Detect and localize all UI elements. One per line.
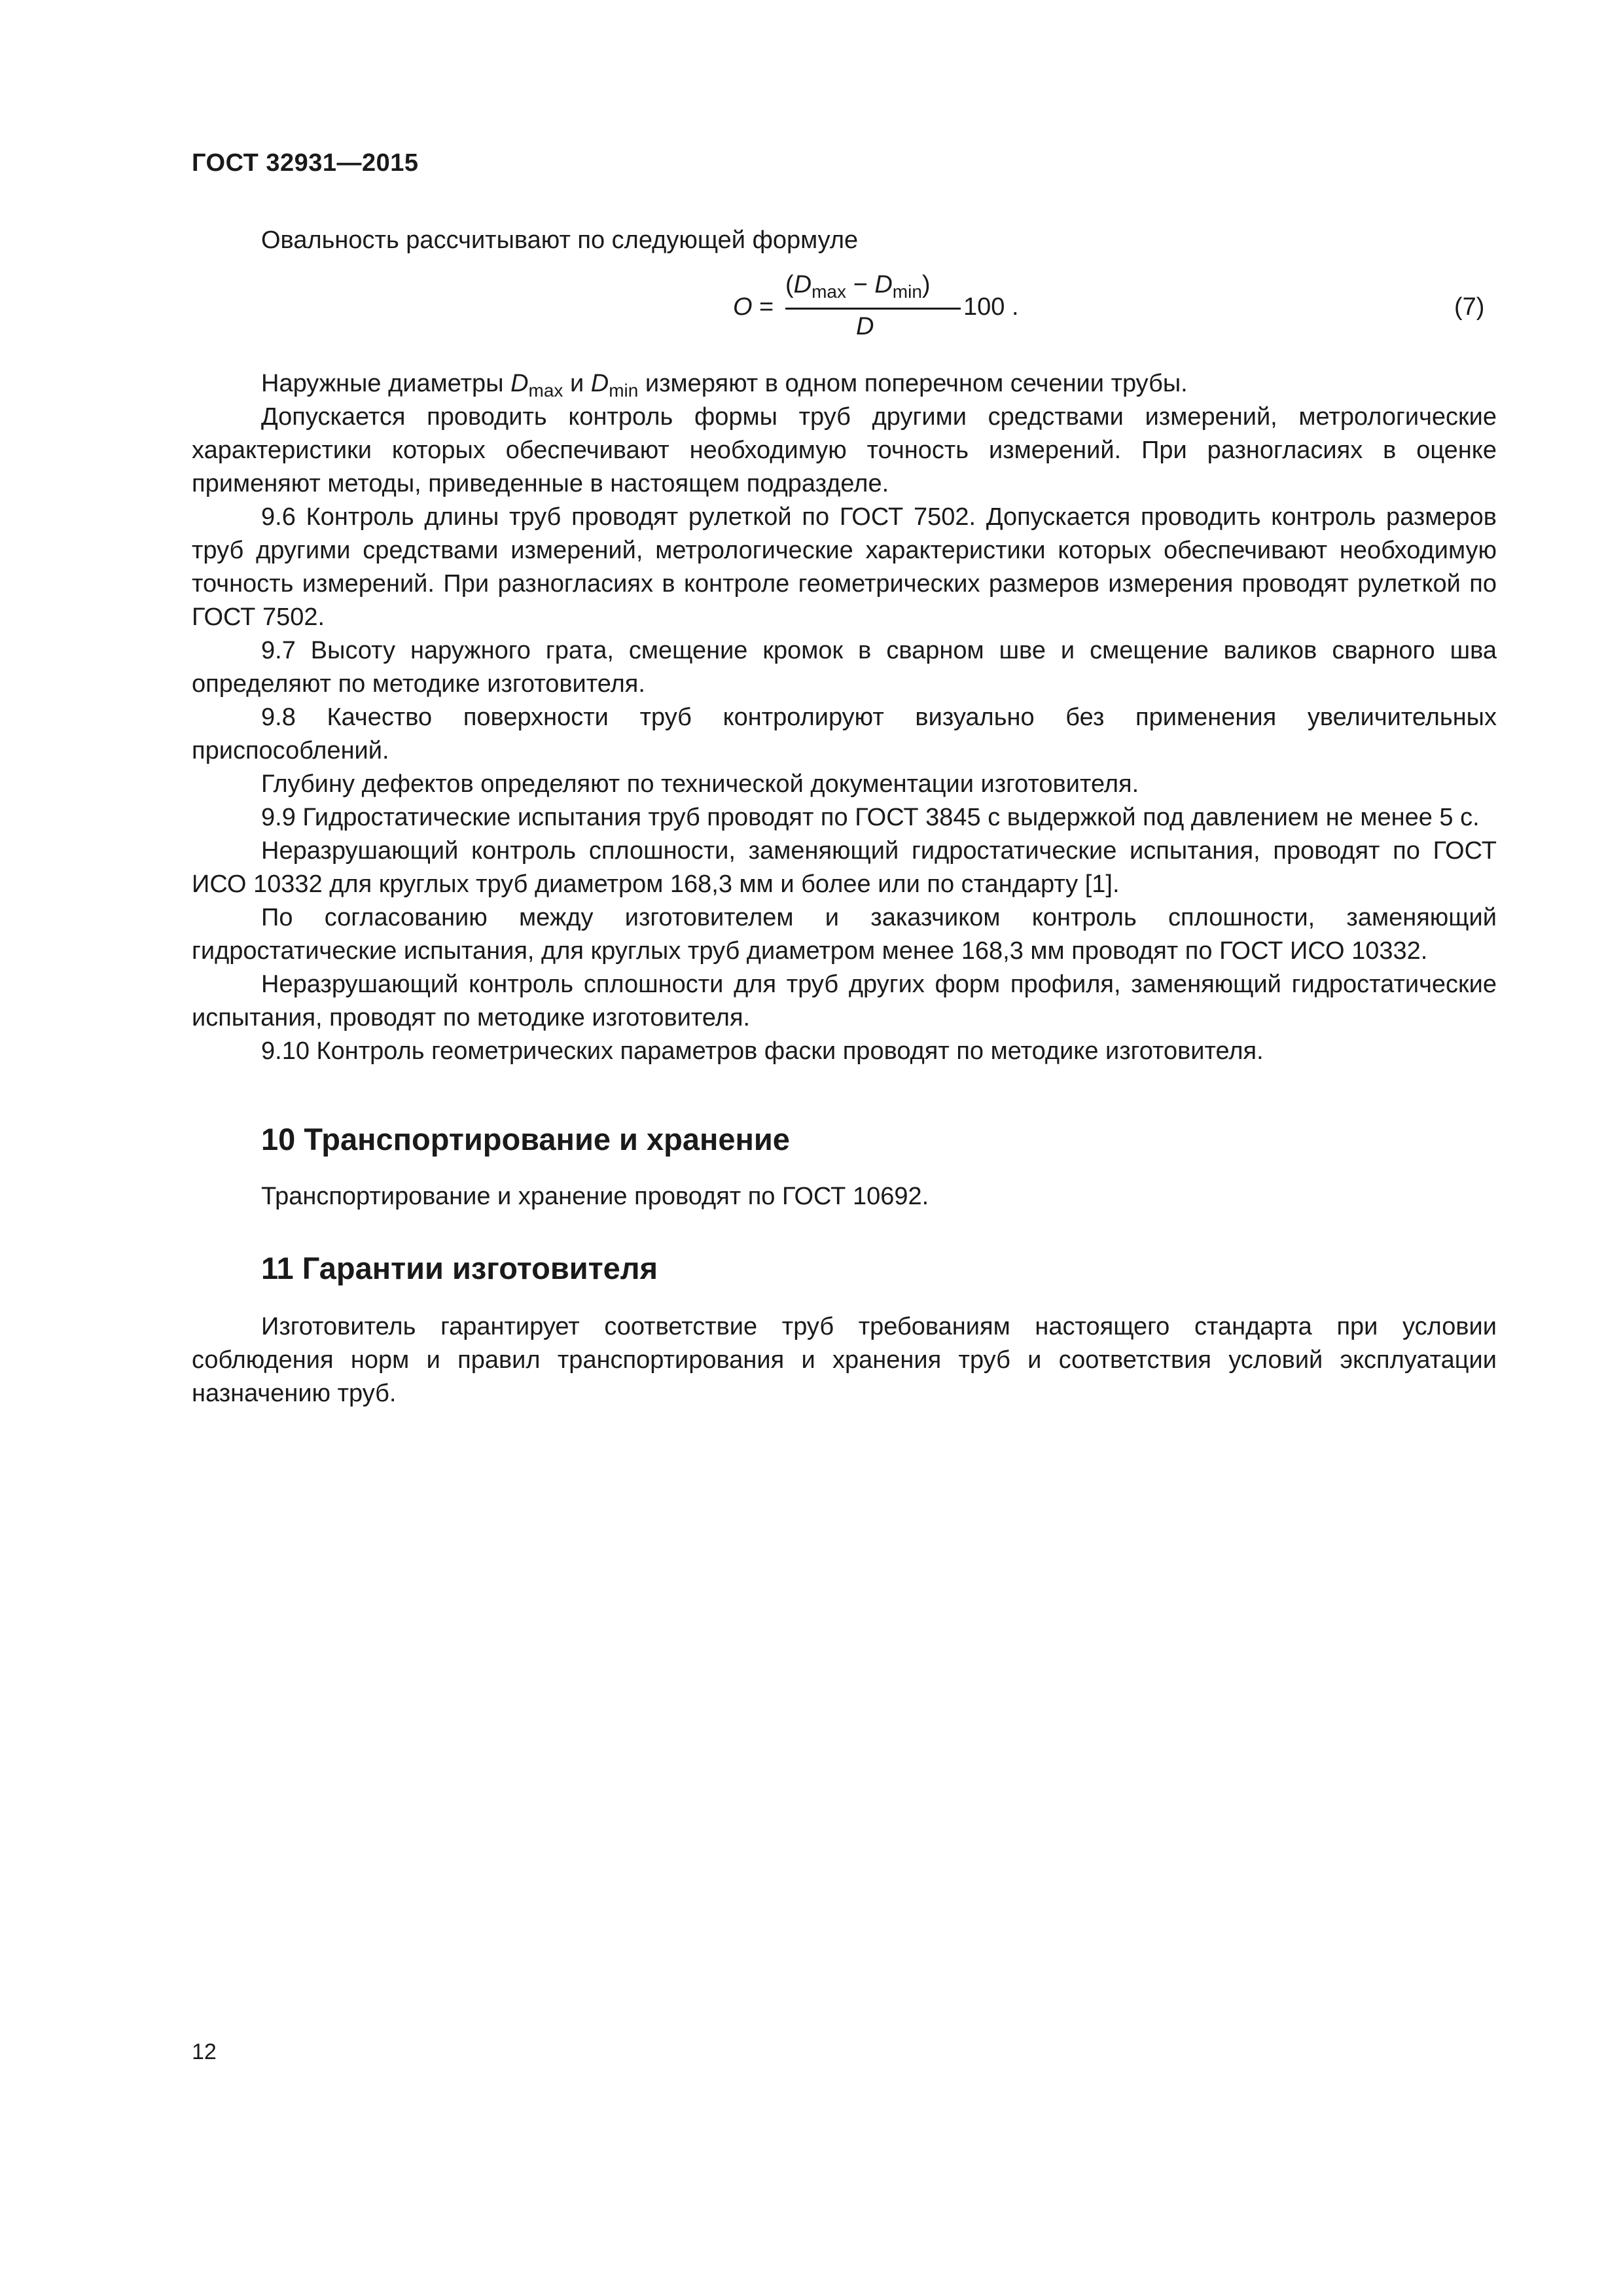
formula-lhs: O bbox=[733, 293, 753, 321]
formula-numerator bbox=[785, 271, 931, 302]
paragraph: 9.10 Контроль геометрических параметров фаски проводят по методике изготовителя. bbox=[261, 1037, 1264, 1065]
diameters-paragraph bbox=[192, 367, 1497, 401]
formula-max-sub: max bbox=[812, 281, 847, 302]
diam-sub1: max bbox=[528, 380, 563, 401]
diam-sub2: min bbox=[609, 380, 639, 401]
document-header: ГОСТ 32931—2015 bbox=[192, 149, 419, 177]
diam-pre: Наружные диаметры bbox=[261, 370, 511, 397]
diam-d2: D bbox=[590, 370, 609, 397]
intro-paragraph: Овальность рассчитывают по следующей формуле bbox=[261, 226, 859, 254]
formula-dmax: D bbox=[793, 271, 812, 298]
section-10-title: 10 Транспортирование и хранение bbox=[261, 1122, 790, 1157]
ovality-formula bbox=[733, 270, 1073, 348]
formula-factor: 100 . bbox=[963, 293, 1019, 321]
formula-intro bbox=[192, 224, 1497, 257]
formula-denominator: D bbox=[856, 313, 874, 340]
paragraph: Неразрушающий контроль сплошности для труб других форм профиля, заменяющий гидростатические испытания, проводят по методике изготовителя. bbox=[192, 971, 1497, 1031]
page-number: 12 bbox=[192, 2039, 217, 2064]
paragraph: Глубину дефектов определяют по технической документации изготовителя. bbox=[261, 770, 1139, 798]
section-11-paragraph: Изготовитель гарантирует соответствие труб требованиям настоящего стандарта при условии соблюдения норм и правил транспортирования и хранения труб и соответствия условий эксплуатации назначению труб. bbox=[192, 1313, 1497, 1407]
fraction-bar bbox=[785, 308, 961, 310]
diam-d1: D bbox=[510, 370, 529, 397]
formula-equals: = bbox=[759, 293, 774, 321]
equation-number: (7) bbox=[1454, 293, 1485, 321]
section-11-title: 11 Гарантии изготовителя bbox=[261, 1251, 658, 1285]
diam-mid: и bbox=[563, 370, 591, 397]
section-10-paragraph: Транспортирование и хранение проводят по ГОСТ 10692. bbox=[261, 1183, 929, 1210]
paragraph: Допускается проводить контроль формы труб другими средствами измерений, метрологические характеристики которых обеспечивают необходимую точность измерений. При разногласиях в оценке применяют методы, приведенные в настоящем подразделе. bbox=[192, 403, 1497, 497]
paragraph: Неразрушающий контроль сплошности, заменяющий гидростатические испытания, проводят по ГОСТ ИСО 10332 для круглых труб диаметром 168,3 мм и более или по стандарту [1]. bbox=[192, 837, 1497, 898]
formula-min-sub: min bbox=[892, 281, 922, 302]
formula-dmin: D bbox=[874, 271, 893, 298]
diam-post: измеряют в одном поперечном сечении трубы. bbox=[638, 370, 1188, 397]
section-11-body bbox=[192, 1310, 1497, 1410]
formula-minus: − bbox=[846, 271, 875, 298]
formula-paren-open: ( bbox=[785, 271, 794, 298]
formula-paren-close: ) bbox=[921, 271, 931, 298]
paragraph: 9.9 Гидростатические испытания труб проводят по ГОСТ 3845 с выдержкой под давлением не менее 5 с. bbox=[261, 804, 1480, 831]
section-10-body bbox=[192, 1180, 1497, 1213]
paragraph: 9.8 Качество поверхности труб контролируют визуально без применения увеличительных приспособлений. bbox=[192, 704, 1497, 764]
paragraph: 9.6 Контроль длины труб проводят рулеткой по ГОСТ 7502. Допускается проводить контроль размеров труб другими средствами измерений, метрологические характеристики которых обеспечивают необходимую точность измерений. При разногласиях в контроле геометрических размеров измерения проводят рулеткой по ГОСТ 7502. bbox=[192, 503, 1497, 631]
paragraph: По согласованию между изготовителем и заказчиком контроль сплошности, заменяющий гидростатические испытания, для круглых труб диаметром менее 168,3 мм проводят по ГОСТ ИСО 10332. bbox=[192, 904, 1497, 965]
paragraph: 9.7 Высоту наружного грата, смещение кромок в сварном шве и смещение валиков сварного шва определяют по методике изготовителя. bbox=[192, 637, 1497, 698]
section-9-body bbox=[192, 367, 1497, 1068]
